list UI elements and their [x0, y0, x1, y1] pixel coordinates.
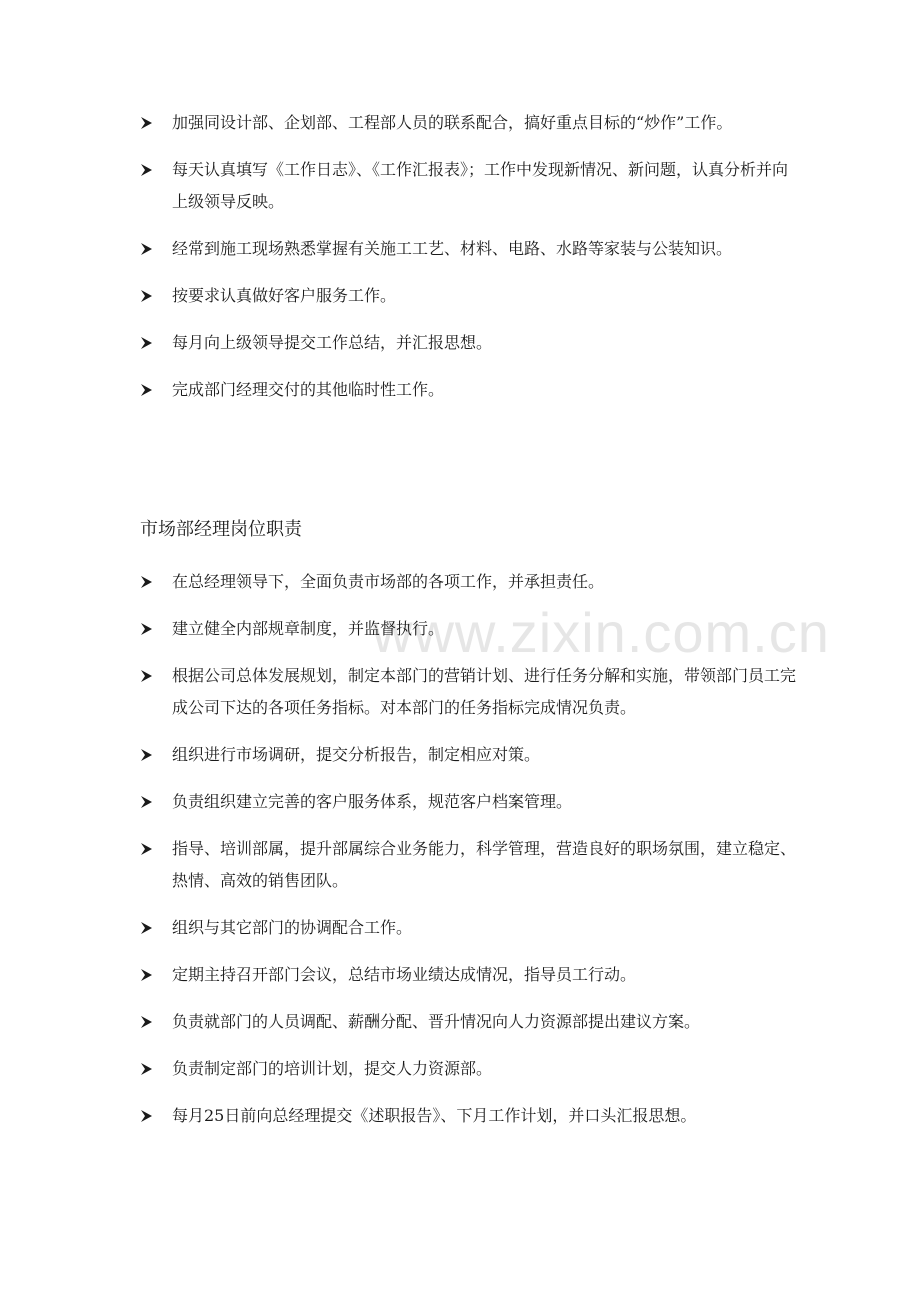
- list-item: [140, 833, 800, 897]
- list-item-text: 组织与其它部门的协调配合工作。: [172, 918, 413, 937]
- arrowhead-bullet-icon: [140, 1109, 153, 1123]
- list-item-text: 加强同设计部、企划部、工程部人员的联系配合，搞好重点目标的“炒作”工作。: [172, 113, 733, 132]
- list-item: [140, 327, 800, 359]
- duties-list-2: [140, 566, 800, 1147]
- arrowhead-bullet-icon: [140, 336, 153, 350]
- list-item-text: 负责就部门的人员调配、薪酬分配、晋升情况向人力资源部提出建议方案。: [172, 1012, 701, 1031]
- list-item: [140, 233, 800, 265]
- list-item-text: 建立健全内部规章制度，并监督执行。: [172, 619, 445, 638]
- arrowhead-bullet-icon: [140, 921, 153, 935]
- arrowhead-bullet-icon: [140, 795, 153, 809]
- list-item-text: 每月25日前向总经理提交《述职报告》、下月工作计划，并口头汇报思想。: [172, 1106, 697, 1125]
- arrowhead-bullet-icon: [140, 163, 153, 177]
- list-item: [140, 1006, 800, 1038]
- list-item-text: 经常到施工现场熟悉掌握有关施工工艺、材料、电路、水路等家装与公装知识。: [172, 239, 733, 258]
- section-heading: 市场部经理岗位职责: [140, 519, 302, 540]
- arrowhead-bullet-icon: [140, 968, 153, 982]
- arrowhead-bullet-icon: [140, 289, 153, 303]
- list-item-text: 按要求认真做好客户服务工作。: [172, 286, 397, 305]
- list-item-text: 定期主持召开部门会议，总结市场业绩达成情况，指导员工行动。: [172, 965, 637, 984]
- arrowhead-bullet-icon: [140, 748, 153, 762]
- arrowhead-bullet-icon: [140, 242, 153, 256]
- list-item-text: 在总经理领导下，全面负责市场部的各项工作，并承担责任。: [172, 572, 605, 591]
- list-item: [140, 566, 800, 598]
- list-item-text: 负责制定部门的培训计划，提交人力资源部。: [172, 1059, 493, 1078]
- list-item-text: 根据公司总体发展规划，制定本部门的营销计划、进行任务分解和实施，带领部门员工完成公司下达的各项任务指标。对本部门的任务指标完成情况负责。: [172, 666, 797, 717]
- list-item-text: 每月向上级领导提交工作总结，并汇报思想。: [172, 333, 493, 352]
- list-item-text: 负责组织建立完善的客户服务体系，规范客户档案管理。: [172, 792, 573, 811]
- list-item: [140, 660, 800, 724]
- list-item: [140, 613, 800, 645]
- watermark: www.zixin.com.cn: [372, 601, 830, 664]
- arrowhead-bullet-icon: [140, 842, 153, 856]
- list-item: [140, 1100, 800, 1132]
- arrowhead-bullet-icon: [140, 1015, 153, 1029]
- list-item: [140, 107, 800, 139]
- list-item-text: 指导、培训部属，提升部属综合业务能力，科学管理，营造良好的职场氛围，建立稳定、热情、高效的销售团队。: [172, 839, 797, 890]
- list-item: [140, 739, 800, 771]
- arrowhead-bullet-icon: [140, 669, 153, 683]
- list-item: [140, 1053, 800, 1085]
- list-item: [140, 374, 800, 406]
- list-item: [140, 959, 800, 991]
- arrowhead-bullet-icon: [140, 1062, 153, 1076]
- list-item-text: 每天认真填写《工作日志》、《工作汇报表》；工作中发现新情况、新问题，认真分析并向上级领导反映。: [172, 160, 789, 211]
- list-item: [140, 280, 800, 312]
- arrowhead-bullet-icon: [140, 383, 153, 397]
- list-item: [140, 786, 800, 818]
- arrowhead-bullet-icon: [140, 575, 153, 589]
- arrowhead-bullet-icon: [140, 622, 153, 636]
- duties-list-1: [140, 107, 800, 421]
- list-item: [140, 912, 800, 944]
- arrowhead-bullet-icon: [140, 116, 153, 130]
- list-item-text: 组织进行市场调研，提交分析报告，制定相应对策。: [172, 745, 541, 764]
- list-item-text: 完成部门经理交付的其他临时性工作。: [172, 380, 445, 399]
- list-item: [140, 154, 800, 218]
